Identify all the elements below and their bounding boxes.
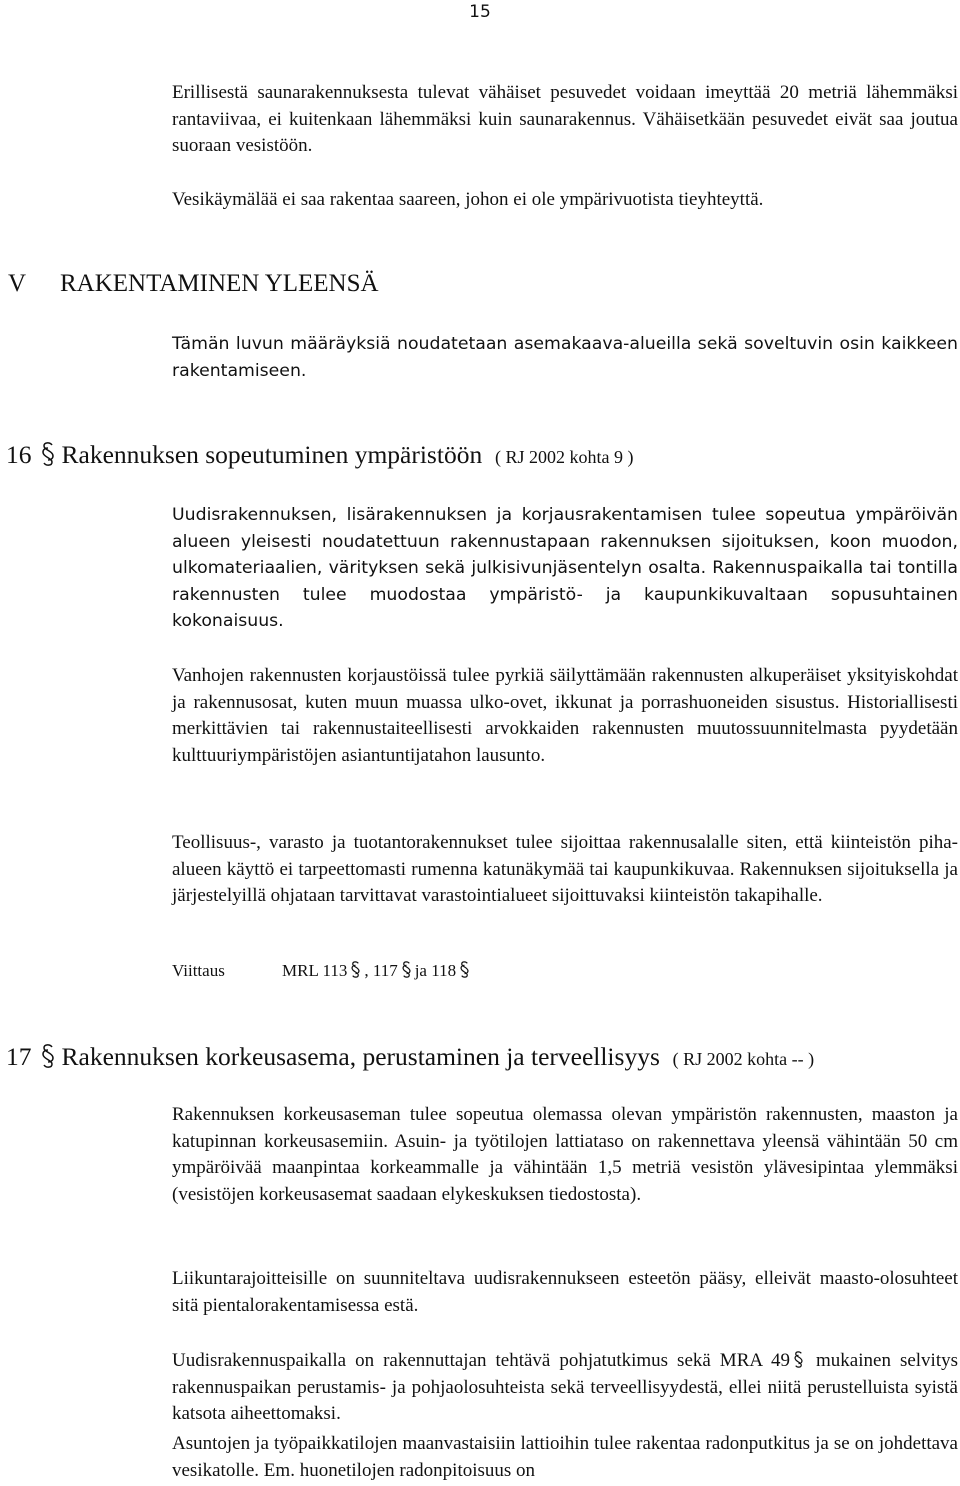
section-17-paragraph-3-start: Uudisrakennuspaikalla on rakennuttajan tehtävä pohjatutkimus sekä MRA 49 [172, 1350, 791, 1371]
chapter-title: RAKENTAMINEN YLEENSÄ [60, 270, 379, 297]
section-17-title: Rakennuksen korkeusasema, perustaminen ja terveellisyys [61, 1042, 660, 1071]
section-sign-icon [793, 1350, 804, 1369]
section-16-paragraph-2: Vanhojen rakennusten korjaustöissä tulee pyrkiä säilyttämään rakennusten alkuperäiset yksityiskohdat ja rakennusosat, kuten muun muassa ulko-ovet, ikkunat ja porrashuoneiden sisustus. Historiallisesti merkittävien tai rakennustaiteellisesti arvokkaiden rakennusten muutossuunnitelmasta pyydetään kulttuuriympäristöjen asiantuntijatahon lausunto. [172, 665, 958, 766]
section-16-title: Rakennuksen sopeutuminen ympäristöön [61, 440, 483, 469]
section-16-number: 16 [6, 440, 32, 469]
section-17-number: 17 [6, 1042, 32, 1071]
section-sign-icon [401, 960, 412, 979]
section-17-reference: ( RJ 2002 kohta -- ) [672, 1049, 815, 1069]
section-sign-icon [40, 441, 56, 467]
section-16-references [172, 960, 473, 981]
section-17-paragraph-2: Liikuntarajoitteisille on suunniteltava uudisrakennukseen esteetön pääsy, elleivät maasto-olosuhteet sitä pientalorakentamisessa estä. [172, 1268, 958, 1316]
section-sign-icon [40, 1043, 56, 1069]
chapter-number: V [8, 270, 27, 297]
chapter-heading [8, 270, 948, 298]
section-17-paragraph-4: Asuntojen ja työpaikkatilojen maanvastaisiin lattioihin tulee rakentaa radonputkitus ja se on johdettava vesikatolle. Em. huonetilojen radonpitoisuus on [172, 1433, 958, 1481]
section-16-paragraph-3: Teollisuus-, varasto ja tuotantorakennukset tulee sijoittaa rakennusalalle siten, että kiinteistön piha-alueen käyttö ei tarpeettomasti rumenna katunäkymää tai kaupunkikuvaa. Rakennuksen sijoituksella ja järjestelyillä ohjataan tarvittavat varastointialueet sijoittuvaksi kiinteistön takapihalle. [172, 832, 958, 906]
section-sign-icon [459, 960, 470, 979]
section-17-heading [6, 1042, 956, 1072]
reference-117: , 117 [364, 961, 398, 980]
reference-mrl-113: MRL 113 [282, 961, 348, 980]
section-16-paragraph-1: Uudisrakennuksen, lisärakennuksen ja korjausrakentamisen tulee sopeutua ympäröivän alueen yleisesti noudatettuun rakennustapaan rakennuksen sijoituksen, koon muodon, ulkomateriaalien, värityksen sekä julkisivunjäsentelyn osalta. Rakennuspaikalla tai tontilla rakennusten tulee muodostaa ympäristö- ja kaupunkikuvaltaan sopusuhtainen kokonaisuus. [172, 505, 958, 631]
reference-118: ja 118 [414, 961, 457, 980]
reference-label: Viittaus [172, 961, 225, 980]
intro-paragraph-1: Erillisestä saunarakennuksesta tulevat vähäiset pesuvedet voidaan imeyttää 20 metriä lähemmäksi rantaviivaa, ei kuitenkaan lähemmäksi kuin saunarakennus. Vähäisetkään pesuvedet eivät saa joutua suoraan vesistöön. [172, 82, 958, 156]
section-17-paragraph-3 [172, 1348, 958, 1428]
section-16-reference: ( RJ 2002 kohta 9 ) [494, 447, 634, 467]
section-17-paragraph-3-end: mukainen selvitys rakennuspaikan perustamis- ja pohjaolosuhteista sekä terveellisyydestä, ellei niitä perustelluista syistä katsota aiheettomaksi. [172, 1350, 959, 1424]
chapter-intro: Tämän luvun määräyksiä noudatetaan asemakaava-alueilla sekä soveltuvin osin kaikkeen rakentamiseen. [172, 334, 958, 381]
intro-paragraph-2: Vesikäymälää ei saa rakentaa saareen, johon ei ole ympärivuotista tieyhteyttä. [172, 189, 764, 210]
page-number: 15 [469, 2, 491, 22]
section-sign-icon [350, 960, 361, 979]
section-17-paragraph-1: Rakennuksen korkeusaseman tulee sopeutua olemassa olevan ympäristön rakennusten, maaston ja katupinnan korkeusasemiin. Asuin- ja työtilojen lattiataso on rakennettava yleensä vähintään 50 cm ympäröivää maanpintaa korkeammalle ja vähintään 1,5 metriä vesistön ylävesipintaa ylemmäksi (vesistöjen korkeusasemat saadaan elykeskuksen tiedostosta). [172, 1104, 958, 1205]
section-16-heading [6, 440, 956, 470]
